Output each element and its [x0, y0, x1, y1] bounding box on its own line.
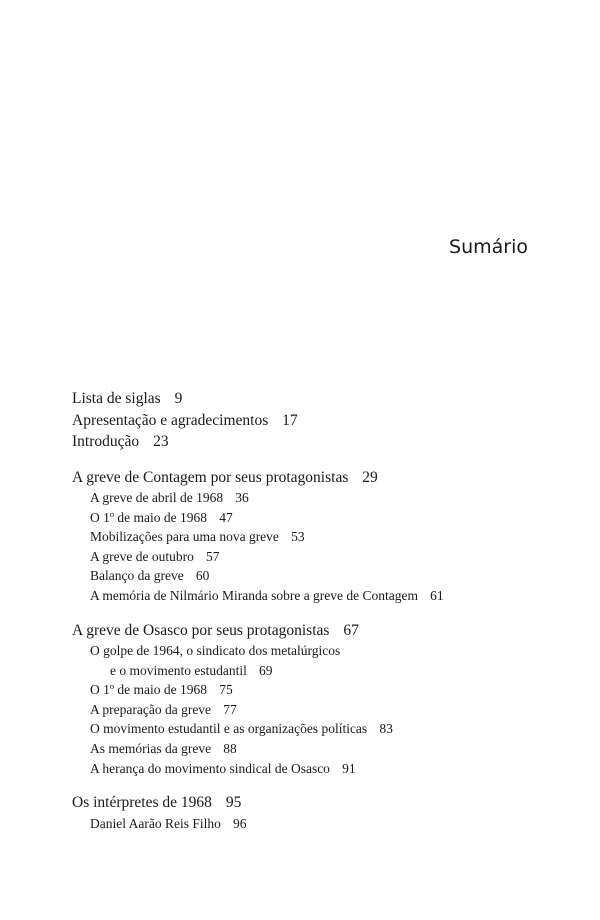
- toc-entry-introducao: [72, 431, 542, 453]
- toc-section: [72, 641, 542, 661]
- toc-entry-page: 57: [206, 548, 220, 564]
- chapter-contagem: [72, 467, 542, 606]
- toc-entry-title: Os intérpretes de 1968: [72, 794, 212, 812]
- toc-entry-title: A preparação da greve: [90, 701, 212, 717]
- page-title: Sumário: [449, 236, 528, 258]
- toc-section: [72, 739, 542, 759]
- toc-entry-page: 47: [219, 509, 233, 525]
- toc-entry-page: 75: [219, 682, 233, 698]
- toc-entry-title: Mobilizações para uma nova greve: [90, 529, 279, 545]
- toc-entry-page: 53: [291, 529, 305, 545]
- toc-section: [72, 759, 542, 779]
- toc-entry-title: e o movimento estudantil: [110, 662, 247, 678]
- toc-entry-page: 60: [195, 568, 210, 584]
- toc-entry-title: Daniel Aarão Reis Filho: [90, 815, 221, 831]
- toc-entry-title: A herança do movimento sindical de Osasco: [90, 760, 330, 776]
- chapter-title: [72, 620, 542, 642]
- toc-entry-page: 29: [362, 468, 378, 486]
- toc-entry-title: O 1º de maio de 1968: [90, 682, 208, 698]
- toc-entry-page: 77: [223, 701, 237, 717]
- toc-section: [72, 586, 542, 606]
- toc-entry-page: 69: [259, 662, 273, 678]
- toc-entry-page: 96: [233, 815, 247, 831]
- toc-section: [72, 700, 542, 720]
- toc-entry-page: 9: [174, 390, 183, 407]
- toc-entry-lista-de-siglas: [72, 388, 542, 410]
- toc-section-continuation: [72, 661, 542, 681]
- front-matter: [72, 388, 542, 453]
- table-of-contents: [72, 388, 542, 833]
- toc-entry-apresentacao: [72, 410, 542, 432]
- toc-entry-page: 83: [379, 721, 393, 737]
- chapter-osasco: [72, 620, 542, 779]
- chapter-title: [72, 792, 542, 814]
- toc-section: [72, 719, 542, 739]
- toc-section: [72, 488, 542, 508]
- toc-section: [72, 680, 542, 700]
- toc-entry-page: 88: [223, 741, 237, 757]
- toc-entry-page: 36: [235, 490, 249, 505]
- toc-entry-title: O movimento estudantil e as organizações políticas: [90, 721, 368, 737]
- toc-entry-title: A greve de Contagem por seus protagonistas: [72, 468, 349, 486]
- toc-entry-title: Apresentação e agradecimentos: [72, 411, 269, 429]
- toc-section: [72, 508, 542, 528]
- toc-entry-title: Balanço da greve: [90, 568, 184, 584]
- toc-section: [72, 527, 542, 547]
- toc-entry-title: A memória de Nilmário Miranda sobre a greve de Contagem: [90, 587, 419, 603]
- toc-entry-page: 95: [225, 794, 242, 812]
- chapter-interpretes: [72, 792, 542, 833]
- chapter-title: [72, 467, 542, 489]
- toc-section: [72, 547, 542, 567]
- toc-entry-title: As memórias da greve: [90, 741, 212, 757]
- toc-entry-title: A greve de outubro: [90, 548, 194, 564]
- toc-entry-page: 67: [343, 621, 359, 639]
- toc-entry-title: O 1º de maio de 1968: [90, 509, 208, 525]
- toc-entry-title: A greve de Osasco por seus protagonistas: [72, 621, 330, 639]
- toc-section: [72, 814, 542, 834]
- toc-entry-title: Introdução: [72, 433, 140, 450]
- toc-section: [72, 566, 542, 586]
- toc-entry-title: A greve de abril de 1968: [90, 490, 224, 505]
- toc-entry-page: 23: [153, 433, 169, 450]
- toc-entry-page: 91: [342, 760, 356, 776]
- toc-entry-title: O golpe de 1964, o sindicato dos metalúrgicos: [90, 643, 341, 659]
- toc-entry-page: 17: [282, 411, 298, 429]
- toc-entry-page: 61: [430, 587, 444, 603]
- toc-entry-title: Lista de siglas: [72, 390, 161, 407]
